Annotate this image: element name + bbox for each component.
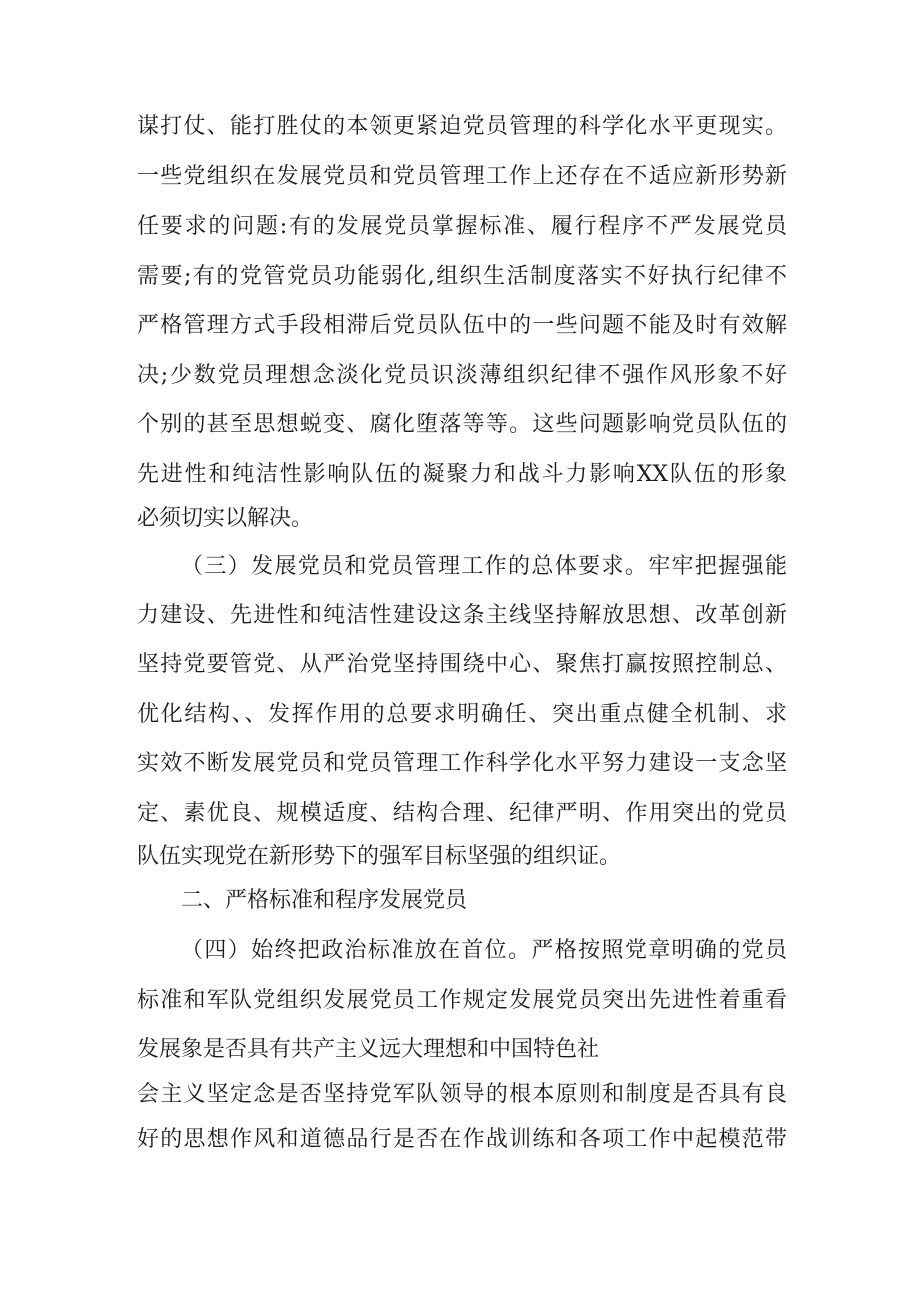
text-line: 决;少数党员理想念淡化党员识淡薄组织纪律不强作风形象不好	[137, 363, 787, 388]
text-line: 队伍实现党在新形势下的强军目标坚强的组织证。	[137, 844, 622, 869]
text-line: 实效不断发展党员和党员管理工作科学化水平努力建设一支念坚	[137, 751, 787, 776]
text-line: 个别的甚至思想蜕变、腐化堕落等等。这些问题影响党员队伍的	[137, 412, 787, 437]
text-line: 需要;有的党管党员功能弱化,组织生活制度落实不好执行纪律不	[137, 264, 787, 289]
text-line: 先进性和纯洁性影响队伍的凝聚力和战斗力影响XX队伍的形象	[137, 462, 787, 487]
text-line: 好的思想作风和道德品行是否在作战训练和各项工作中起模范带	[137, 1127, 787, 1152]
text-line: 任要求的问题:有的发展党员掌握标准、履行程序不严发展党员	[137, 214, 787, 239]
text-line: 力建设、先进性和纯洁性建设这条主线坚持解放思想、改革创新	[137, 603, 787, 628]
text-line: 会主义坚定念是否坚持党军队领导的根本原则和制度是否具有良	[137, 1082, 787, 1107]
section-heading: 二、严格标准和程序发展党员	[181, 888, 468, 913]
text-line: 优化结构、、发挥作用的总要求明确任、突出重点健全机制、求	[137, 702, 787, 727]
text-line: 发展象是否具有共产主义远大理想和中国特色社	[137, 1037, 600, 1062]
text-line: 谋打仗、能打胜仗的本领更紧迫党员管理的科学化水平更现实。	[137, 114, 787, 139]
text-line: 严格管理方式手段相滞后党员队伍中的一些问题不能及时有效解	[137, 313, 787, 338]
text-line: 定、素优良、规模适度、结构合理、纪律严明、作用突出的党员	[137, 801, 787, 826]
text-line: 必须切实以解决。	[137, 506, 314, 531]
paragraph-heading-3: （三）发展党员和党员管理工作的总体要求。牢牢把握强能	[181, 554, 787, 579]
text-line: 标准和军队党组织发展党员工作规定发展党员突出先进性着重看	[137, 988, 787, 1013]
paragraph-heading-4: （四）始终把政治标准放在首位。严格按照党章明确的党员	[181, 938, 787, 963]
text-line: 一些党组织在发展党员和党员管理工作上还存在不适应新形势新	[137, 164, 787, 189]
text-line: 坚持党要管党、从严治党坚持围绕中心、聚焦打赢按照控制总、	[137, 652, 787, 677]
